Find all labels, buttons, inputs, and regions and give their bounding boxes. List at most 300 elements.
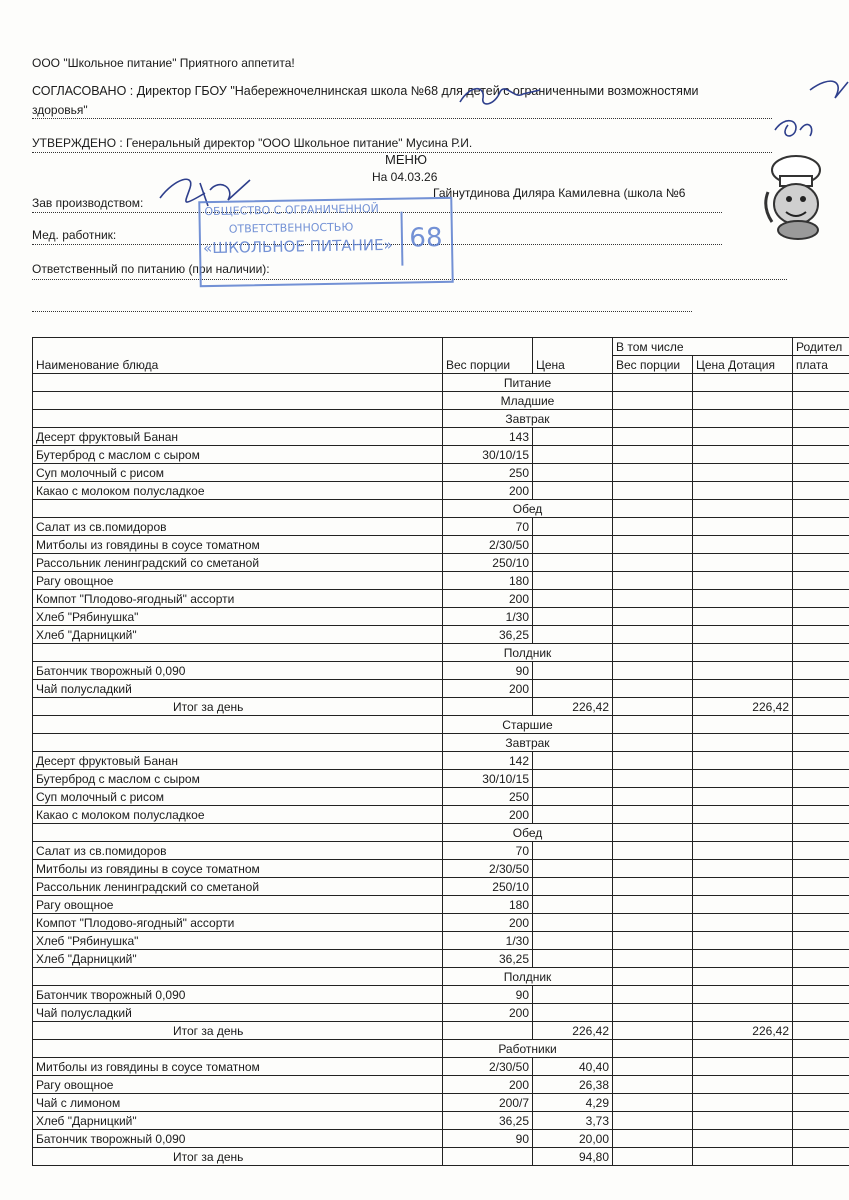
parent-fee-cell: [793, 590, 849, 608]
dish-price: 20,00: [533, 1130, 613, 1148]
dish-price: [533, 572, 613, 590]
dish-name: Митболы из говядины в соусе томатном: [33, 536, 443, 554]
section-title: Обед: [443, 500, 613, 518]
section-row: [33, 1040, 849, 1058]
menu-date: На 04.03.26: [372, 170, 438, 184]
section-spacer: [33, 374, 443, 392]
dish-weight: 200: [443, 680, 533, 698]
empty-cell: [793, 1022, 849, 1040]
inc-price-cell: [693, 680, 793, 698]
table-row: [33, 1058, 849, 1076]
inc-price-cell: [693, 950, 793, 968]
section-title: Полдник: [443, 644, 613, 662]
production-name: Гайнутдинова Диляра Камилевна (школа №6: [433, 186, 686, 200]
dish-price: [533, 662, 613, 680]
total-row: [33, 1022, 849, 1040]
parent-fee-cell: [793, 860, 849, 878]
total-subsidy: 226,42: [693, 698, 793, 716]
total-row: [33, 1148, 849, 1166]
section-spacer: [33, 500, 443, 518]
col-header-inc-price: Цена Дотация: [693, 356, 793, 374]
empty-cell: [613, 410, 693, 428]
empty-cell: [693, 500, 793, 518]
section-title: Обед: [443, 824, 613, 842]
dish-name: Хлеб "Дарницкий": [33, 1112, 443, 1130]
parent-fee-cell: [793, 572, 849, 590]
section-row: [33, 392, 849, 410]
parent-fee-cell: [793, 1076, 849, 1094]
agreed-line: СОГЛАСОВАНО : Директор ГБОУ "Набережночелнинская школа №68 для детей с ограниченными возможностями: [32, 84, 699, 98]
total-row: [33, 698, 849, 716]
dish-name: Салат из св.помидоров: [33, 518, 443, 536]
dish-price: [533, 806, 613, 824]
empty-cell: [613, 500, 693, 518]
dish-price: [533, 788, 613, 806]
dish-weight: 143: [443, 428, 533, 446]
parent-fee-cell: [793, 806, 849, 824]
inc-price-cell: [693, 1058, 793, 1076]
dish-name: Батончик творожный 0,090: [33, 986, 443, 1004]
dish-weight: 250/10: [443, 554, 533, 572]
empty-cell: [613, 392, 693, 410]
section-row: [33, 734, 849, 752]
dish-price: [533, 428, 613, 446]
section-title: Завтрак: [443, 734, 613, 752]
table-row: [33, 788, 849, 806]
empty-cell: [793, 644, 849, 662]
production-label: Зав производством:: [32, 196, 144, 210]
total-subsidy: [693, 1148, 793, 1166]
dish-price: [533, 536, 613, 554]
parent-fee-cell: [793, 1112, 849, 1130]
empty-cell: [613, 824, 693, 842]
dish-weight: 90: [443, 1130, 533, 1148]
dish-name: Хлеб "Дарницкий": [33, 950, 443, 968]
dish-name: Рассольник ленинградский со сметаной: [33, 878, 443, 896]
dish-name: Какао с молоком полусладкое: [33, 806, 443, 824]
parent-fee-cell: [793, 986, 849, 1004]
section-spacer: [33, 734, 443, 752]
dish-price: [533, 914, 613, 932]
total-label: Итог за день: [33, 698, 443, 716]
dish-name: Бутерброд с маслом с сыром: [33, 446, 443, 464]
dish-weight: 36,25: [443, 626, 533, 644]
inc-weight-cell: [613, 1076, 693, 1094]
inc-weight-cell: [613, 518, 693, 536]
parent-fee-cell: [793, 554, 849, 572]
inc-price-cell: [693, 752, 793, 770]
col-header-parent-fee: плата: [793, 356, 849, 374]
section-spacer: [33, 968, 443, 986]
dish-price: 4,29: [533, 1094, 613, 1112]
table-row: [33, 950, 849, 968]
section-title: Младшие: [443, 392, 613, 410]
empty-cell: [693, 392, 793, 410]
table-row: [33, 1076, 849, 1094]
table-row: [33, 464, 849, 482]
table-row: [33, 878, 849, 896]
dish-weight: 142: [443, 752, 533, 770]
inc-price-cell: [693, 662, 793, 680]
inc-price-cell: [693, 860, 793, 878]
dish-name: Хлеб "Дарницкий": [33, 626, 443, 644]
inc-price-cell: [693, 518, 793, 536]
col-header-weight: Вес порции: [443, 338, 533, 374]
parent-fee-cell: [793, 1130, 849, 1148]
inc-weight-cell: [613, 1004, 693, 1022]
dish-weight: 90: [443, 986, 533, 1004]
dish-weight: 200: [443, 1076, 533, 1094]
dish-name: Какао с молоком полусладкое: [33, 482, 443, 500]
empty-cell: [793, 716, 849, 734]
dish-weight: 180: [443, 572, 533, 590]
dish-name: Чай с лимоном: [33, 1094, 443, 1112]
parent-fee-cell: [793, 482, 849, 500]
dish-weight: 200: [443, 1004, 533, 1022]
col-header-name: Наименование блюда: [33, 338, 443, 374]
inc-weight-cell: [613, 788, 693, 806]
inc-price-cell: [693, 554, 793, 572]
dish-price: [533, 608, 613, 626]
table-row: [33, 896, 849, 914]
dish-price: [533, 842, 613, 860]
table-row: [33, 986, 849, 1004]
dish-weight: 250: [443, 788, 533, 806]
parent-fee-cell: [793, 680, 849, 698]
inc-price-cell: [693, 842, 793, 860]
company-line: ООО "Школьное питание" Приятного аппетита!: [32, 56, 295, 70]
inc-weight-cell: [613, 878, 693, 896]
inc-price-cell: [693, 446, 793, 464]
table-row: [33, 752, 849, 770]
table-row: [33, 680, 849, 698]
dish-price: [533, 950, 613, 968]
table-header-row-1: [33, 338, 849, 356]
inc-weight-cell: [613, 860, 693, 878]
section-title: Питание: [443, 374, 613, 392]
inc-price-cell: [693, 536, 793, 554]
parent-fee-cell: [793, 1004, 849, 1022]
dish-price: [533, 770, 613, 788]
empty-cell: [793, 392, 849, 410]
inc-weight-cell: [613, 914, 693, 932]
inc-price-cell: [693, 608, 793, 626]
inc-weight-cell: [613, 1058, 693, 1076]
inc-weight-cell: [613, 482, 693, 500]
dish-name: Компот "Плодово-ягодный" ассорти: [33, 590, 443, 608]
dish-price: [533, 896, 613, 914]
dish-price: [533, 446, 613, 464]
col-header-including: В том числе: [613, 338, 793, 356]
menu-title: МЕНЮ: [385, 152, 428, 167]
table-row: [33, 1004, 849, 1022]
inc-price-cell: [693, 464, 793, 482]
dish-name: Батончик творожный 0,090: [33, 1130, 443, 1148]
empty-cell: [613, 1040, 693, 1058]
section-spacer: [33, 824, 443, 842]
total-price: 226,42: [533, 698, 613, 716]
dish-price: [533, 932, 613, 950]
parent-fee-cell: [793, 914, 849, 932]
empty-cell: [443, 1148, 533, 1166]
dish-name: Рагу овощное: [33, 572, 443, 590]
dish-weight: 2/30/50: [443, 860, 533, 878]
col-header-parent: Родител: [793, 338, 849, 356]
dish-name: Салат из св.помидоров: [33, 842, 443, 860]
inc-weight-cell: [613, 464, 693, 482]
dish-weight: 2/30/50: [443, 1058, 533, 1076]
inc-weight-cell: [613, 986, 693, 1004]
section-spacer: [33, 1040, 443, 1058]
parent-fee-cell: [793, 896, 849, 914]
dish-name: Десерт фруктовый Банан: [33, 752, 443, 770]
inc-price-cell: [693, 626, 793, 644]
empty-cell: [793, 1040, 849, 1058]
table-row: [33, 572, 849, 590]
inc-price-cell: [693, 1130, 793, 1148]
table-row: [33, 806, 849, 824]
dish-price: [533, 464, 613, 482]
inc-weight-cell: [613, 842, 693, 860]
dish-name: Десерт фруктовый Банан: [33, 428, 443, 446]
dish-weight: 36,25: [443, 1112, 533, 1130]
inc-weight-cell: [613, 554, 693, 572]
table-row: [33, 554, 849, 572]
inc-weight-cell: [613, 752, 693, 770]
empty-cell: [613, 374, 693, 392]
inc-price-cell: [693, 932, 793, 950]
dish-weight: 2/30/50: [443, 536, 533, 554]
section-row: [33, 824, 849, 842]
inc-price-cell: [693, 896, 793, 914]
dish-weight: 1/30: [443, 608, 533, 626]
parent-fee-cell: [793, 428, 849, 446]
dish-weight: 250/10: [443, 878, 533, 896]
dotted-line: [32, 311, 692, 312]
dish-name: Хлеб "Рябинушка": [33, 932, 443, 950]
section-row: [33, 716, 849, 734]
empty-cell: [613, 644, 693, 662]
table-row: [33, 1094, 849, 1112]
empty-cell: [613, 968, 693, 986]
dish-price: [533, 680, 613, 698]
chef-logo-icon: [758, 152, 830, 242]
parent-fee-cell: [793, 662, 849, 680]
empty-cell: [613, 1022, 693, 1040]
dish-weight: 1/30: [443, 932, 533, 950]
dish-weight: 30/10/15: [443, 446, 533, 464]
dish-price: 26,38: [533, 1076, 613, 1094]
empty-cell: [613, 734, 693, 752]
inc-weight-cell: [613, 932, 693, 950]
dish-name: Рассольник ленинградский со сметаной: [33, 554, 443, 572]
table-row: [33, 590, 849, 608]
inc-weight-cell: [613, 770, 693, 788]
section-spacer: [33, 392, 443, 410]
inc-weight-cell: [613, 446, 693, 464]
dish-weight: 200: [443, 590, 533, 608]
total-label: Итог за день: [33, 1022, 443, 1040]
table-row: [33, 662, 849, 680]
inc-weight-cell: [613, 608, 693, 626]
dish-price: 40,40: [533, 1058, 613, 1076]
dish-name: Чай полусладкий: [33, 680, 443, 698]
inc-weight-cell: [613, 1094, 693, 1112]
parent-fee-cell: [793, 788, 849, 806]
section-spacer: [33, 716, 443, 734]
agreed-line-cont: здоровья": [32, 103, 88, 117]
parent-fee-cell: [793, 878, 849, 896]
stamp-line-3: «ШКОЛЬНОЕ ПИТАНИЕ»: [202, 235, 393, 258]
signature-director: [455, 80, 545, 112]
dish-name: Суп молочный с рисом: [33, 464, 443, 482]
parent-fee-cell: [793, 1094, 849, 1112]
total-subsidy: 226,42: [693, 1022, 793, 1040]
inc-price-cell: [693, 878, 793, 896]
dish-name: Митболы из говядины в соусе томатном: [33, 860, 443, 878]
dish-name: Рагу овощное: [33, 896, 443, 914]
parent-fee-cell: [793, 536, 849, 554]
parent-fee-cell: [793, 770, 849, 788]
dish-name: Компот "Плодово-ягодный" ассорти: [33, 914, 443, 932]
empty-cell: [793, 698, 849, 716]
dish-weight: 70: [443, 518, 533, 536]
section-title: Завтрак: [443, 410, 613, 428]
inc-weight-cell: [613, 896, 693, 914]
dish-price: [533, 986, 613, 1004]
inc-price-cell: [693, 770, 793, 788]
empty-cell: [793, 410, 849, 428]
signature-general: [770, 70, 849, 150]
section-spacer: [33, 644, 443, 662]
inc-price-cell: [693, 788, 793, 806]
dish-price: [533, 1004, 613, 1022]
dish-weight: 200: [443, 914, 533, 932]
parent-fee-cell: [793, 608, 849, 626]
inc-price-cell: [693, 1112, 793, 1130]
empty-cell: [793, 374, 849, 392]
inc-price-cell: [693, 428, 793, 446]
dish-name: Бутерброд с маслом с сыром: [33, 770, 443, 788]
inc-weight-cell: [613, 626, 693, 644]
dotted-line: [32, 118, 772, 119]
empty-cell: [793, 1148, 849, 1166]
inc-price-cell: [693, 1094, 793, 1112]
dish-name: Митболы из говядины в соусе томатном: [33, 1058, 443, 1076]
inc-price-cell: [693, 482, 793, 500]
empty-cell: [613, 1148, 693, 1166]
col-header-inc-weight: Вес порции: [613, 356, 693, 374]
stamp-number: 68: [400, 211, 449, 266]
inc-price-cell: [693, 986, 793, 1004]
parent-fee-cell: [793, 446, 849, 464]
table-row: [33, 482, 849, 500]
inc-weight-cell: [613, 428, 693, 446]
dish-price: [533, 626, 613, 644]
inc-price-cell: [693, 806, 793, 824]
table-row: [33, 770, 849, 788]
medic-label: Мед. работник:: [32, 228, 117, 242]
table-row: [33, 446, 849, 464]
inc-price-cell: [693, 1076, 793, 1094]
inc-weight-cell: [613, 590, 693, 608]
table-row: [33, 860, 849, 878]
menu-table: [32, 337, 849, 1166]
parent-fee-cell: [793, 932, 849, 950]
approved-line: УТВЕРЖДЕНО : Генеральный директор "ООО Школьное питание" Мусина Р.И.: [32, 136, 473, 150]
dish-price: [533, 554, 613, 572]
responsible-label: Ответственный по питанию (при наличии):: [32, 262, 270, 276]
inc-weight-cell: [613, 806, 693, 824]
table-row: [33, 842, 849, 860]
empty-cell: [793, 968, 849, 986]
section-row: [33, 968, 849, 986]
dish-price: [533, 878, 613, 896]
table-row: [33, 932, 849, 950]
empty-cell: [693, 824, 793, 842]
parent-fee-cell: [793, 518, 849, 536]
dish-name: Хлеб "Рябинушка": [33, 608, 443, 626]
dish-price: [533, 518, 613, 536]
inc-weight-cell: [613, 950, 693, 968]
dish-weight: 90: [443, 662, 533, 680]
dish-weight: 200: [443, 806, 533, 824]
empty-cell: [693, 374, 793, 392]
table-row: [33, 518, 849, 536]
inc-weight-cell: [613, 1112, 693, 1130]
total-label: Итог за день: [33, 1148, 443, 1166]
company-stamp: [198, 197, 453, 287]
empty-cell: [793, 824, 849, 842]
inc-weight-cell: [613, 662, 693, 680]
empty-cell: [613, 716, 693, 734]
inc-price-cell: [693, 914, 793, 932]
dish-weight: 30/10/15: [443, 770, 533, 788]
inc-price-cell: [693, 590, 793, 608]
empty-cell: [793, 734, 849, 752]
inc-weight-cell: [613, 536, 693, 554]
inc-weight-cell: [613, 680, 693, 698]
dish-price: [533, 752, 613, 770]
section-title: Старшие: [443, 716, 613, 734]
dish-weight: 70: [443, 842, 533, 860]
dish-price: [533, 482, 613, 500]
empty-cell: [443, 1022, 533, 1040]
total-price: 226,42: [533, 1022, 613, 1040]
col-header-price: Цена: [533, 338, 613, 374]
table-row: [33, 1112, 849, 1130]
section-row: [33, 374, 849, 392]
parent-fee-cell: [793, 752, 849, 770]
stamp-line-2: ОТВЕТСТВЕННОСТЬЮ: [228, 220, 354, 236]
section-row: [33, 410, 849, 428]
parent-fee-cell: [793, 842, 849, 860]
section-row: [33, 500, 849, 518]
parent-fee-cell: [793, 1058, 849, 1076]
section-row: [33, 644, 849, 662]
inc-price-cell: [693, 572, 793, 590]
section-title: Полдник: [443, 968, 613, 986]
inc-weight-cell: [613, 572, 693, 590]
inc-weight-cell: [613, 1130, 693, 1148]
dish-price: [533, 590, 613, 608]
parent-fee-cell: [793, 464, 849, 482]
total-price: 94,80: [533, 1148, 613, 1166]
empty-cell: [693, 410, 793, 428]
table-row: [33, 536, 849, 554]
empty-cell: [693, 968, 793, 986]
table-row: [33, 428, 849, 446]
